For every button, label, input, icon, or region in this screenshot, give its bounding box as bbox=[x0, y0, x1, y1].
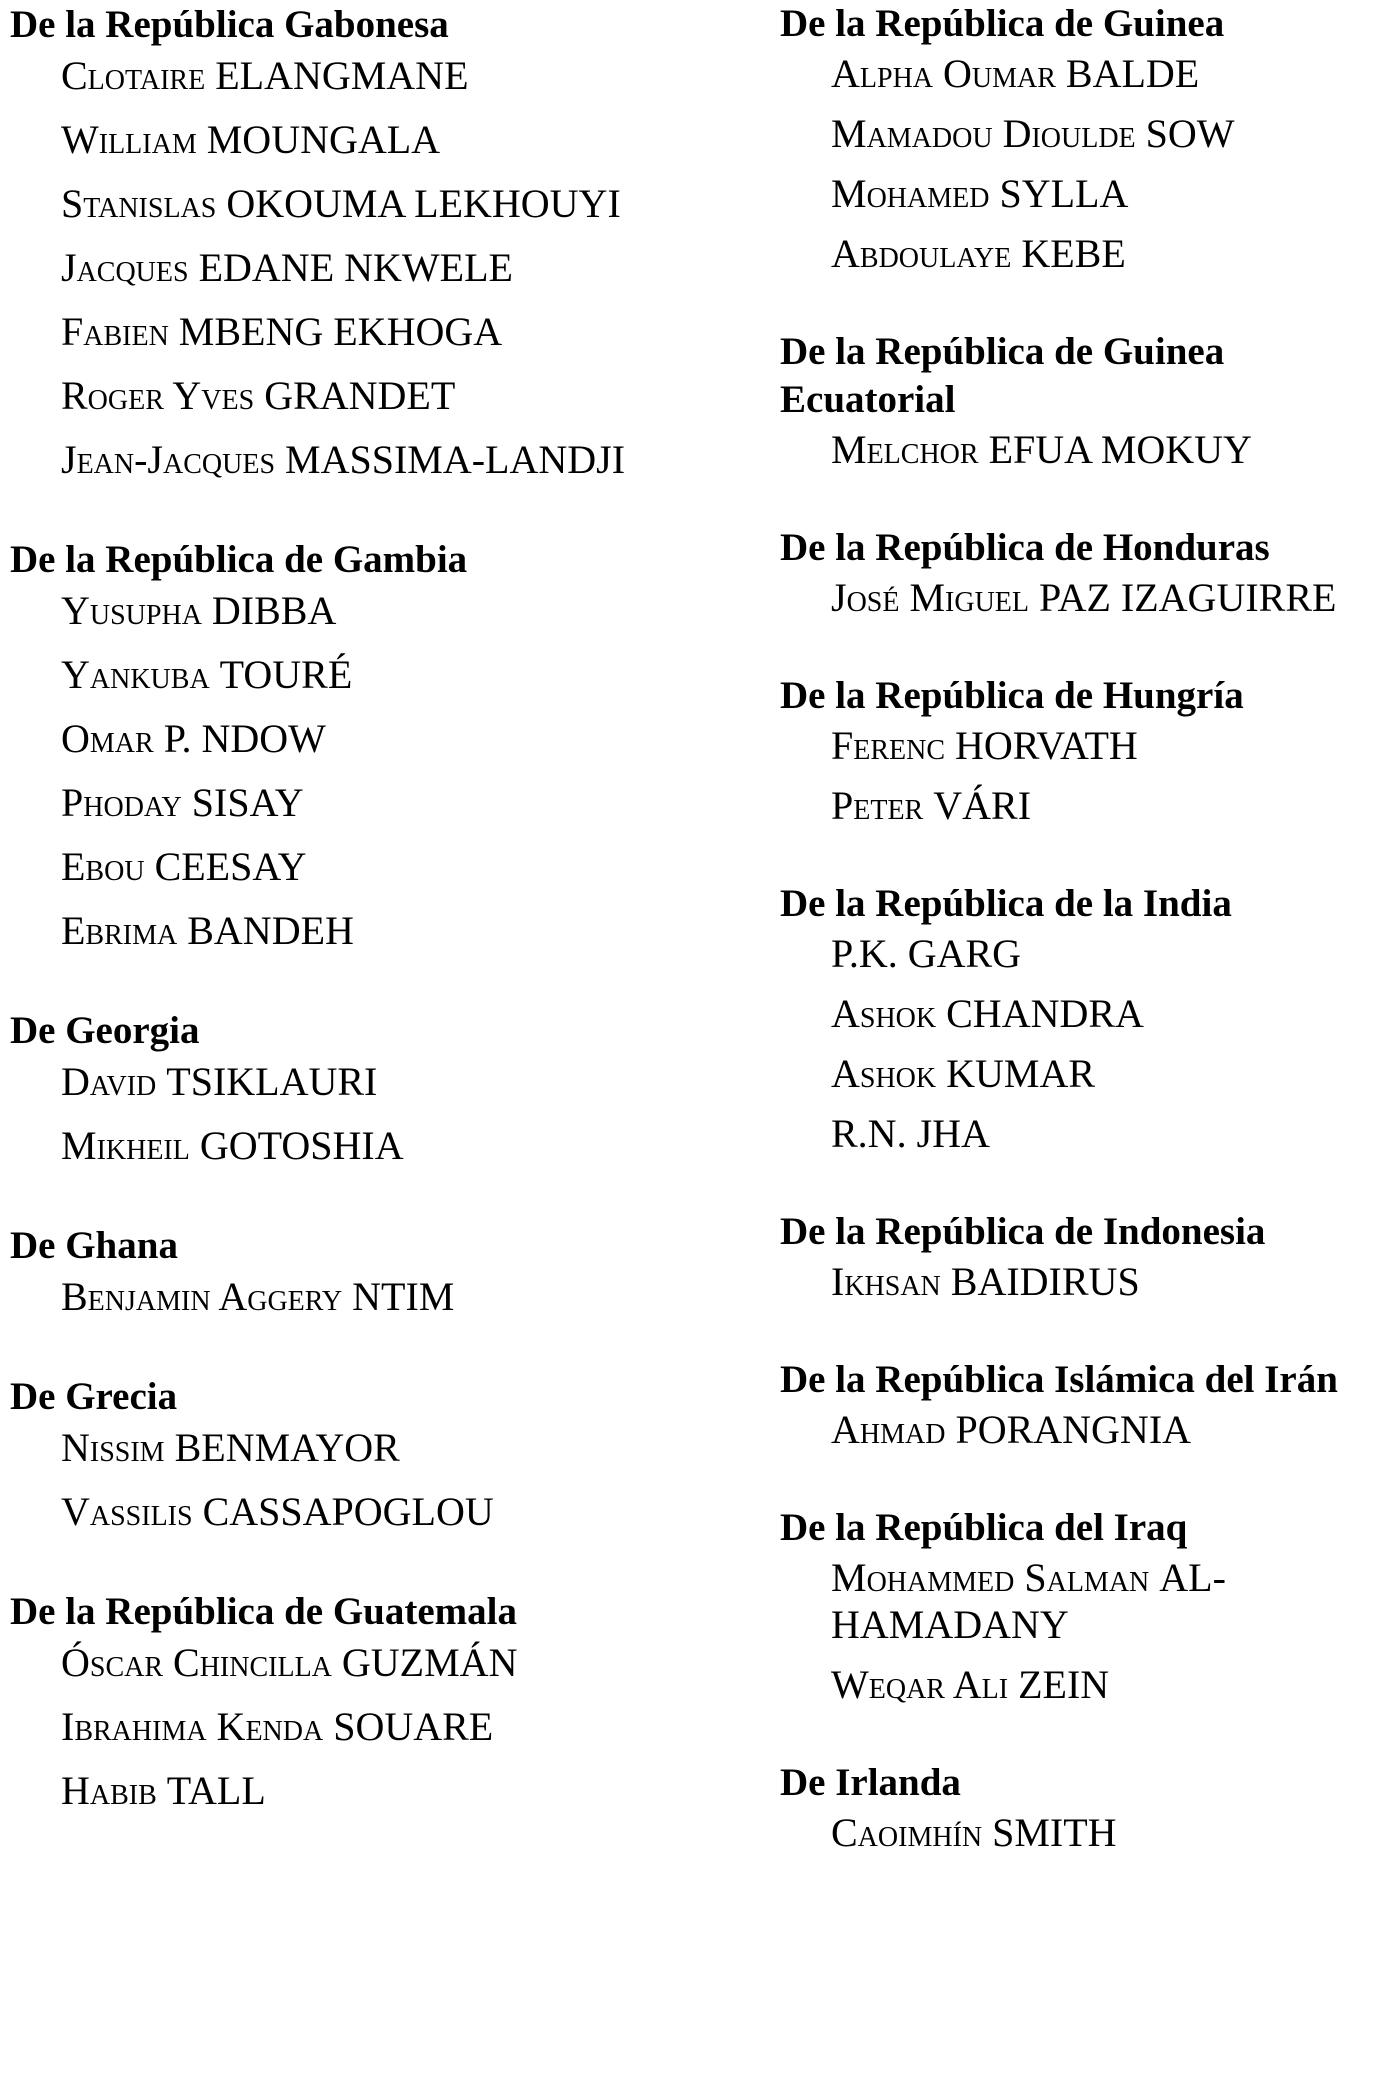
delegate-given-name: Omar bbox=[61, 716, 154, 761]
country-heading: De la República de Indonesia bbox=[780, 1210, 1266, 1253]
delegate-name bbox=[10, 179, 750, 228]
country-heading: De Ghana bbox=[10, 1224, 178, 1267]
delegate-surname: KUMAR bbox=[946, 1051, 1096, 1096]
country-heading: De la República de Honduras bbox=[780, 526, 1270, 569]
left-column bbox=[10, 0, 750, 1866]
country-section-de-grecia bbox=[10, 1372, 750, 1536]
country-section-de-la-republica-de-gambia bbox=[10, 535, 750, 955]
delegate-given-name: Ashok bbox=[831, 1051, 937, 1096]
country-section-de-la-republica-de-guinea-ecuatorial bbox=[780, 328, 1394, 473]
delegate-surname: SYLLA bbox=[999, 171, 1129, 216]
delegate-given-name: Mohammed Salman bbox=[831, 1555, 1150, 1600]
delegate-given-name: Ahmad bbox=[831, 1407, 946, 1452]
delegate-given-name: Caoimhín bbox=[831, 1810, 983, 1855]
delegate-given-name: Peter bbox=[831, 783, 924, 828]
delegate-surname: CHANDRA bbox=[946, 991, 1144, 1036]
delegate-name bbox=[780, 1258, 1394, 1305]
delegate-name bbox=[10, 778, 750, 827]
delegate-name bbox=[10, 1057, 750, 1106]
delegate-name bbox=[10, 1487, 750, 1536]
delegate-name bbox=[10, 650, 750, 699]
delegate-surname: GUZMÁN bbox=[341, 1640, 518, 1685]
delegate-name bbox=[780, 230, 1394, 277]
delegate-given-name: Ferenc bbox=[831, 723, 946, 768]
country-section-de-georgia bbox=[10, 1006, 750, 1170]
delegate-surname: MBENG EKHOGA bbox=[178, 309, 503, 354]
delegate-surname: CASSAPOGLOU bbox=[202, 1489, 494, 1534]
delegate-given-name: Fabien bbox=[61, 309, 169, 354]
delegate-surname: PAZ IZAGUIRRE bbox=[1039, 575, 1337, 620]
delegate-given-name: Jean-Jacques bbox=[61, 437, 276, 482]
delegate-surname: AL-HAMADANY bbox=[831, 1555, 1226, 1647]
delegate-name bbox=[10, 842, 750, 891]
delegate-given-name: Vassilis bbox=[61, 1489, 193, 1534]
country-section-de-la-republica-de-guatemala bbox=[10, 1587, 750, 1815]
delegate-name bbox=[780, 1110, 1394, 1157]
delegate-surname: EFUA MOKUY bbox=[988, 427, 1252, 472]
delegate-surname: P. NDOW bbox=[163, 716, 326, 761]
delegate-name bbox=[10, 1638, 750, 1687]
country-heading: De la República de Hungría bbox=[780, 674, 1244, 717]
delegate-given-name: Nissim bbox=[61, 1425, 165, 1470]
country-heading: De la República de Guatemala bbox=[10, 1590, 517, 1633]
country-heading: De Grecia bbox=[10, 1375, 178, 1418]
delegate-given-name: Phoday bbox=[61, 780, 182, 825]
country-section-de-la-republica-de-honduras bbox=[780, 524, 1394, 621]
delegate-name bbox=[780, 722, 1394, 769]
delegate-name bbox=[780, 110, 1394, 157]
delegate-given-name: Mohamed bbox=[831, 171, 990, 216]
delegate-surname: SOUARE bbox=[333, 1704, 494, 1749]
delegate-surname: EDANE NKWELE bbox=[198, 245, 513, 290]
delegate-given-name: Benjamin Aggery bbox=[61, 1274, 343, 1319]
delegate-surname: BANDEH bbox=[187, 908, 354, 953]
delegate-surname: DIBBA bbox=[211, 588, 337, 633]
delegate-name bbox=[10, 906, 750, 955]
country-section-de-la-republica-de-indonesia bbox=[780, 1208, 1394, 1305]
delegate-surname: MASSIMA-LANDJI bbox=[285, 437, 626, 482]
right-column bbox=[780, 0, 1394, 1907]
delegate-name bbox=[10, 371, 750, 420]
delegate-given-name: Ebrima bbox=[61, 908, 178, 953]
delegate-name bbox=[10, 1766, 750, 1815]
country-heading: De la República de Gambia bbox=[10, 538, 468, 581]
delegate-surname: GRANDET bbox=[264, 373, 456, 418]
delegate-given-name: David bbox=[61, 1059, 157, 1104]
delegate-given-name: Clotaire bbox=[61, 53, 206, 98]
delegate-surname: BENMAYOR bbox=[174, 1425, 400, 1470]
country-section-de-irlanda bbox=[780, 1759, 1394, 1856]
delegate-surname: SISAY bbox=[191, 780, 304, 825]
country-heading: De la República de Guinea Ecuatorial bbox=[780, 330, 1225, 421]
delegate-surname: SOW bbox=[1145, 111, 1235, 156]
delegate-name bbox=[780, 426, 1394, 473]
delegate-name bbox=[780, 1050, 1394, 1097]
country-heading: De la República de Guinea bbox=[780, 2, 1225, 45]
delegate-name bbox=[10, 1702, 750, 1751]
delegate-surname: TALL bbox=[166, 1768, 266, 1813]
delegate-given-name: Ashok bbox=[831, 991, 937, 1036]
delegate-surname: PORANGNIA bbox=[955, 1407, 1192, 1452]
delegate-name bbox=[10, 1121, 750, 1170]
delegate-name bbox=[780, 574, 1394, 621]
delegate-given-name: Óscar Chincilla bbox=[61, 1640, 332, 1685]
delegate-name bbox=[10, 1423, 750, 1472]
delegate-name bbox=[780, 170, 1394, 217]
delegate-name bbox=[10, 307, 750, 356]
country-section-de-la-republica-del-iraq bbox=[780, 1504, 1394, 1708]
delegate-name bbox=[10, 115, 750, 164]
delegate-surname: ELANGMANE bbox=[215, 53, 469, 98]
delegate-name bbox=[10, 1272, 750, 1321]
delegate-given-name: Ibrahima Kenda bbox=[61, 1704, 324, 1749]
country-heading: De Irlanda bbox=[780, 1761, 961, 1804]
delegate-given-name: William bbox=[61, 117, 197, 162]
delegate-given-name: Habib bbox=[61, 1768, 157, 1813]
delegate-name bbox=[780, 990, 1394, 1037]
delegate-given-name: Jacques bbox=[61, 245, 189, 290]
country-section-de-la-republica-de-guinea bbox=[780, 0, 1394, 277]
country-section-de-la-republica-de-hungria bbox=[780, 672, 1394, 829]
country-heading: De la República Islámica del Irán bbox=[780, 1358, 1338, 1401]
delegate-name bbox=[780, 1661, 1394, 1708]
country-section-de-la-republica-gabonesa bbox=[10, 0, 750, 484]
country-heading: De la República del Iraq bbox=[780, 1506, 1188, 1549]
delegate-name bbox=[780, 1809, 1394, 1856]
country-section-de-ghana bbox=[10, 1221, 750, 1321]
delegate-given-name: Stanislas bbox=[61, 181, 217, 226]
delegate-name bbox=[10, 714, 750, 763]
delegate-given-name: Ikhsan bbox=[831, 1259, 941, 1304]
country-section-de-la-republica-islamica-del-iran bbox=[780, 1356, 1394, 1453]
delegate-surname: VÁRI bbox=[933, 783, 1032, 828]
country-section-de-la-republica-de-la-india bbox=[780, 880, 1394, 1157]
delegate-given-name: Roger Yves bbox=[61, 373, 255, 418]
delegate-surname: BALDE bbox=[1065, 51, 1200, 96]
delegate-given-name: Melchor bbox=[831, 427, 979, 472]
delegate-given-name: Weqar Ali bbox=[831, 1662, 1009, 1707]
delegate-surname: ZEIN bbox=[1018, 1662, 1110, 1707]
delegate-given-name: Yusupha bbox=[61, 588, 202, 633]
country-heading: De la República de la India bbox=[780, 882, 1232, 925]
delegate-surname: P.K. GARG bbox=[831, 931, 1022, 976]
delegate-given-name: Abdoulaye bbox=[831, 231, 1012, 276]
delegate-name bbox=[10, 586, 750, 635]
delegate-surname: HORVATH bbox=[955, 723, 1138, 768]
delegate-name bbox=[780, 782, 1394, 829]
delegate-given-name: Ebou bbox=[61, 844, 145, 889]
country-heading: De la República Gabonesa bbox=[10, 3, 449, 46]
delegate-surname: BAIDIRUS bbox=[950, 1259, 1140, 1304]
delegate-name bbox=[780, 1406, 1394, 1453]
delegate-name bbox=[10, 51, 750, 100]
country-heading: De Georgia bbox=[10, 1009, 200, 1052]
delegate-surname: KEBE bbox=[1021, 231, 1126, 276]
delegate-name bbox=[780, 1554, 1394, 1648]
delegate-name bbox=[10, 243, 750, 292]
delegate-given-name: Mikheil bbox=[61, 1123, 190, 1168]
delegate-name bbox=[780, 50, 1394, 97]
delegate-surname: R.N. JHA bbox=[831, 1111, 990, 1156]
delegate-surname: MOUNGALA bbox=[206, 117, 441, 162]
delegate-given-name: Mamadou Dioulde bbox=[831, 111, 1136, 156]
delegate-name bbox=[10, 435, 750, 484]
delegate-surname: TSIKLAURI bbox=[166, 1059, 378, 1104]
delegate-given-name: José Miguel bbox=[831, 575, 1030, 620]
delegate-given-name: Yankuba bbox=[61, 652, 210, 697]
delegate-surname: CEESAY bbox=[154, 844, 307, 889]
delegate-surname: TOURÉ bbox=[219, 652, 353, 697]
delegate-given-name: Alpha Oumar bbox=[831, 51, 1056, 96]
delegate-surname: NTIM bbox=[352, 1274, 455, 1319]
delegate-surname: GOTOSHIA bbox=[199, 1123, 404, 1168]
delegate-surname: OKOUMA LEKHOUYI bbox=[226, 181, 621, 226]
delegate-name bbox=[780, 930, 1394, 977]
delegate-surname: SMITH bbox=[992, 1810, 1117, 1855]
